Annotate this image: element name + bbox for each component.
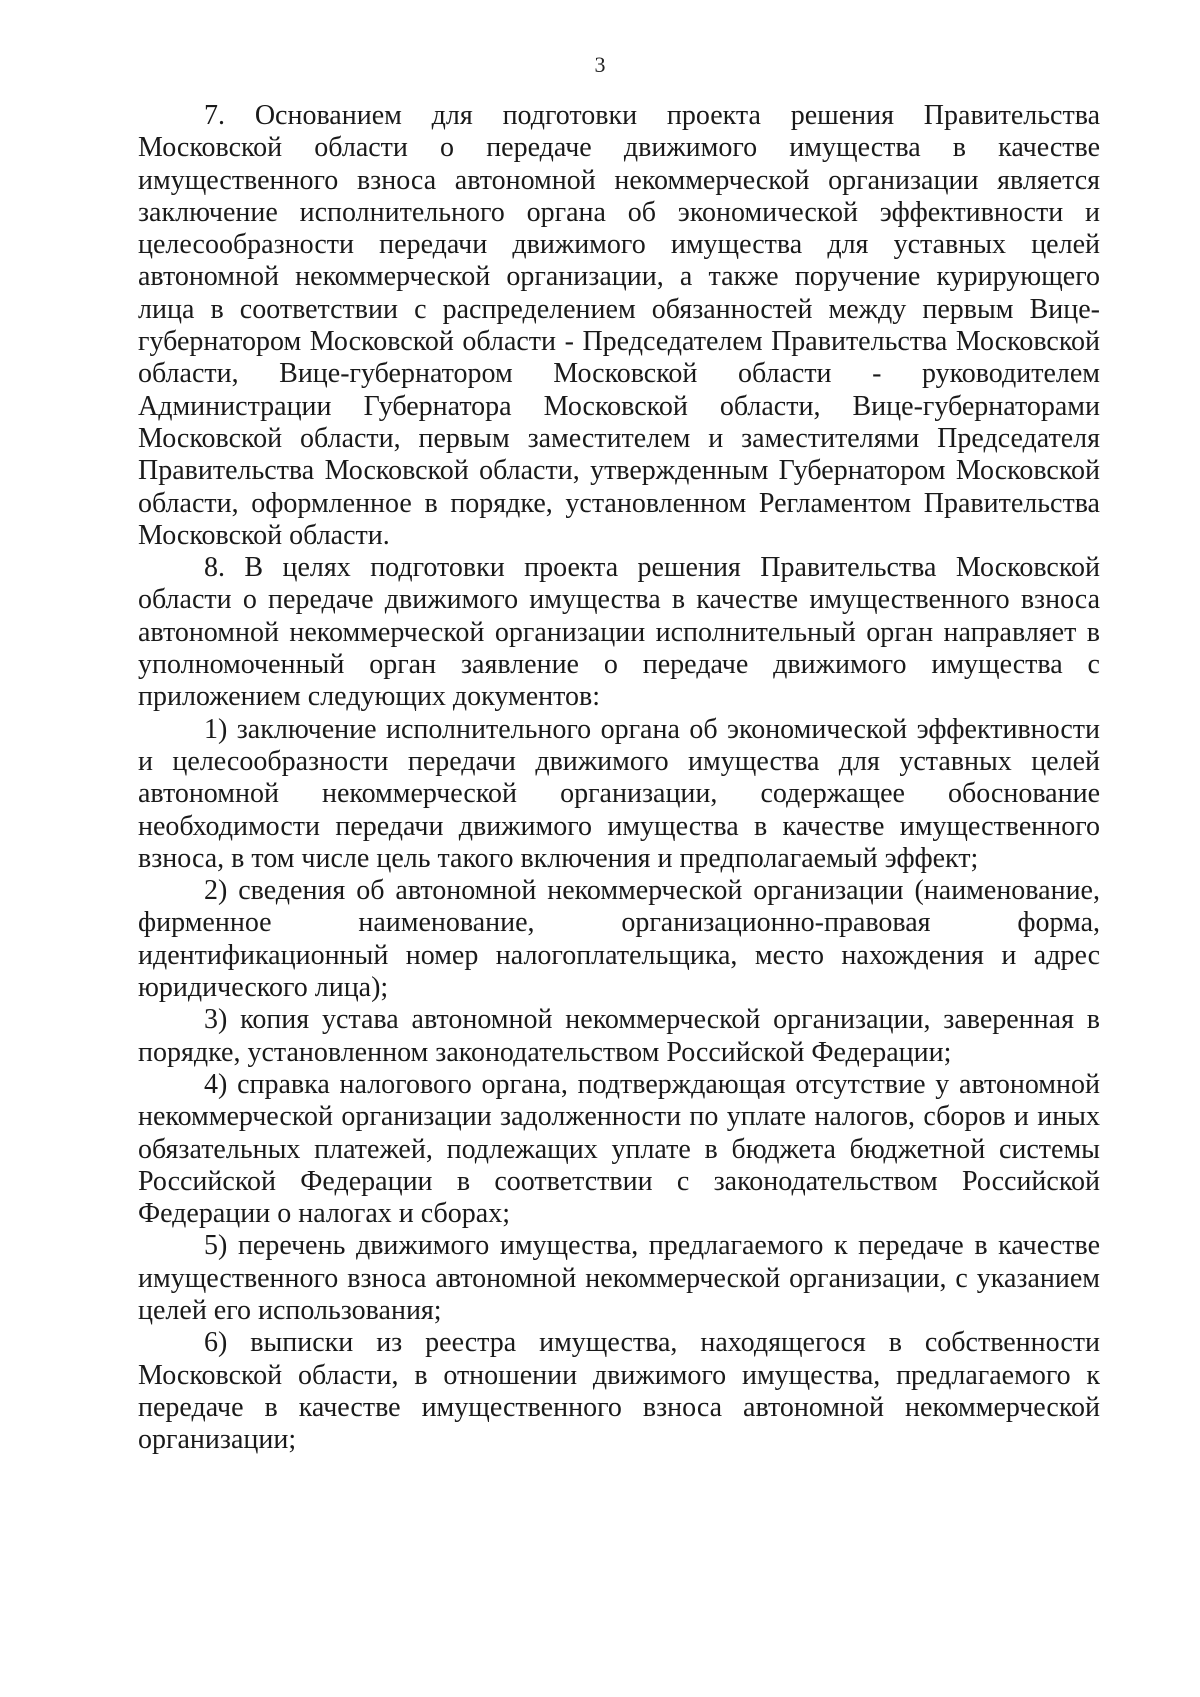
list-item-2: 2) сведения об автономной некоммерческой организации (наименование, фирменное наименование, организационно-правовая форма, идентификационный номер налогоплательщика, место нахождения и адрес юридического лица); [138, 875, 1100, 1004]
list-item-6: 6) выписки из реестра имущества, находящегося в собственности Московской области, в отношении движимого имущества, предлагаемого к передаче в качестве имущественного взноса автономной некоммерческой организации; [138, 1327, 1100, 1456]
document-body [138, 100, 1100, 1456]
list-item-5: 5) перечень движимого имущества, предлагаемого к передаче в качестве имущественного взноса автономной некоммерческой организации, с указанием целей его использования; [138, 1230, 1100, 1326]
paragraph-7: 7. Основанием для подготовки проекта решения Правительства Московской области о передаче движимого имущества в качестве имущественного взноса автономной некоммерческой организации является заключение исполнительного органа об экономической эффективности и целесообразности передачи движимого имущества для уставных целей автономной некоммерческой организации, а также поручение курирующего лица в соответствии с распределением обязанностей между первым Вице-губернатором Московской области - Председателем Правительства Московской области, Вице-губернатором Московской области - руководителем Администрации Губернатора Московской области, Вице-губернаторами Московской области, первым заместителем и заместителями Председателя Правительства Московской области, утвержденным Губернатором Московской области, оформленное в порядке, установленном Регламентом Правительства Московской области. [138, 100, 1100, 551]
list-item-4: 4) справка налогового органа, подтверждающая отсутствие у автономной некоммерческой организации задолженности по уплате налогов, сборов и иных обязательных платежей, подлежащих уплате в бюджета бюджетной системы Российской Федерации в соответствии с законодательством Российской Федерации о налогах и сборах; [138, 1068, 1100, 1230]
list-item-3: 3) копия устава автономной некоммерческой организации, заверенная в порядке, установленном законодательством Российской Федерации; [138, 1004, 1100, 1068]
list-item-1: 1) заключение исполнительного органа об экономической эффективности и целесообразности передачи движимого имущества для уставных целей автономной некоммерческой организации, содержащее обоснование необходимости передачи движимого имущества в качестве имущественного взноса, в том числе цель такого включения и предполагаемый эффект; [138, 713, 1100, 874]
paragraph-8: 8. В целях подготовки проекта решения Правительства Московской области о передаче движимого имущества в качестве имущественного взноса автономной некоммерческой организации исполнительный орган направляет в уполномоченный орган заявление о передаче движимого имущества с приложением следующих документов: [138, 552, 1100, 713]
page-number: 3 [594, 52, 606, 77]
